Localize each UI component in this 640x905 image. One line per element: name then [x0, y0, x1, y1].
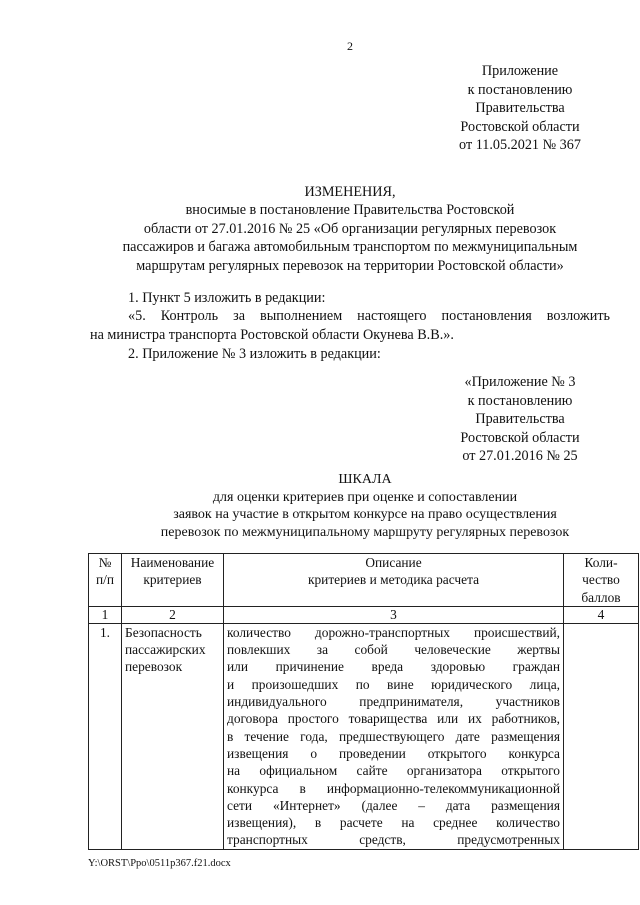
appendix-header [430, 62, 610, 155]
appendix-line: к постановлению [467, 392, 573, 409]
appendix-line: «Приложение № 3 [464, 374, 576, 390]
appendix-line: Приложение [481, 63, 559, 79]
appendix-line: от 27.01.2016 № 25 [462, 448, 578, 465]
appendix-line: Правительства [475, 100, 565, 117]
scale-title [105, 471, 625, 541]
title-line: вносимые в постановление Правительства Ростовской [185, 202, 515, 219]
page-number: 2 [347, 39, 353, 53]
appendix-line: от 11.05.2021 № 367 [459, 137, 581, 154]
item-1-quote-line-1: «5. Контроль за выполнением настоящего постановления возложить [128, 308, 610, 324]
title-line: маршрутам регулярных перевозок на территории Ростовской области» [136, 257, 564, 274]
criteria-table [88, 553, 639, 850]
header-criteria-name: Наименование критериев [122, 554, 224, 607]
title-line: пассажиров и багажа автомобильным транспортом по межмуниципальным [122, 239, 578, 256]
scale-line: для оценки критериев при оценке и сопоставлении [212, 489, 518, 505]
column-number: 4 [564, 606, 639, 623]
item-1: 1. Пункт 5 изложить в редакции: [128, 290, 326, 306]
title-line: области от 27.01.2016 № 25 «Об организации регулярных перевозок [143, 220, 557, 237]
scale-line: заявок на участие в открытом конкурсе на право осуществления [173, 507, 557, 523]
changes-title [60, 183, 640, 275]
criteria-points [564, 623, 639, 849]
column-number-row [89, 606, 639, 623]
criteria-description: количество дорожно-транспортных происшествий, повлекших за собой человеческие жертвы или причинение вреда здоровью граждан и произошедших по вине юридического лица, индивидуального предпринимателя, участников договора простого товарищества или их работников, в течение года, предшествующего дате размещения извещения о проведении открытого конкурса на официальном сайте организатора открытого конкурса в информационно-телекоммуникационной сети «Интернет» (далее – дата размещения извещения), в расчете на среднее количество транспортных средств, предусмотренных [224, 623, 564, 849]
table-row [89, 623, 639, 849]
item-1-quote-line-2: на министра транспорта Ростовской области Окунева В.В.». [90, 327, 454, 343]
header-number: № п/п [89, 554, 122, 607]
appendix-line: Правительства [475, 411, 565, 428]
header-description: Описание критериев и методика расчета [224, 554, 564, 607]
table-header-row [89, 554, 639, 607]
appendix-line: к постановлению [467, 81, 573, 98]
column-number: 2 [122, 606, 224, 623]
scale-line: перевозок по межмуниципальному маршруту регулярных перевозок [160, 524, 570, 540]
appendix-3-header [445, 373, 595, 466]
column-number: 1 [89, 606, 122, 623]
row-number: 1. [89, 623, 122, 849]
appendix-line: Ростовской области [460, 429, 580, 446]
scale-heading: ШКАЛА [338, 472, 392, 487]
item-2: 2. Приложение № 3 изложить в редакции: [128, 346, 381, 362]
changes-heading: ИЗМЕНЕНИЯ, [304, 184, 396, 200]
file-path-footer: Y:\ORST\Ppo\0511p367.f21.docx [88, 858, 231, 869]
header-points: Коли- чество баллов [564, 554, 639, 607]
appendix-line: Ростовской области [460, 118, 580, 135]
column-number: 3 [224, 606, 564, 623]
criteria-name: Безопасность пассажирских перевозок [122, 623, 224, 849]
